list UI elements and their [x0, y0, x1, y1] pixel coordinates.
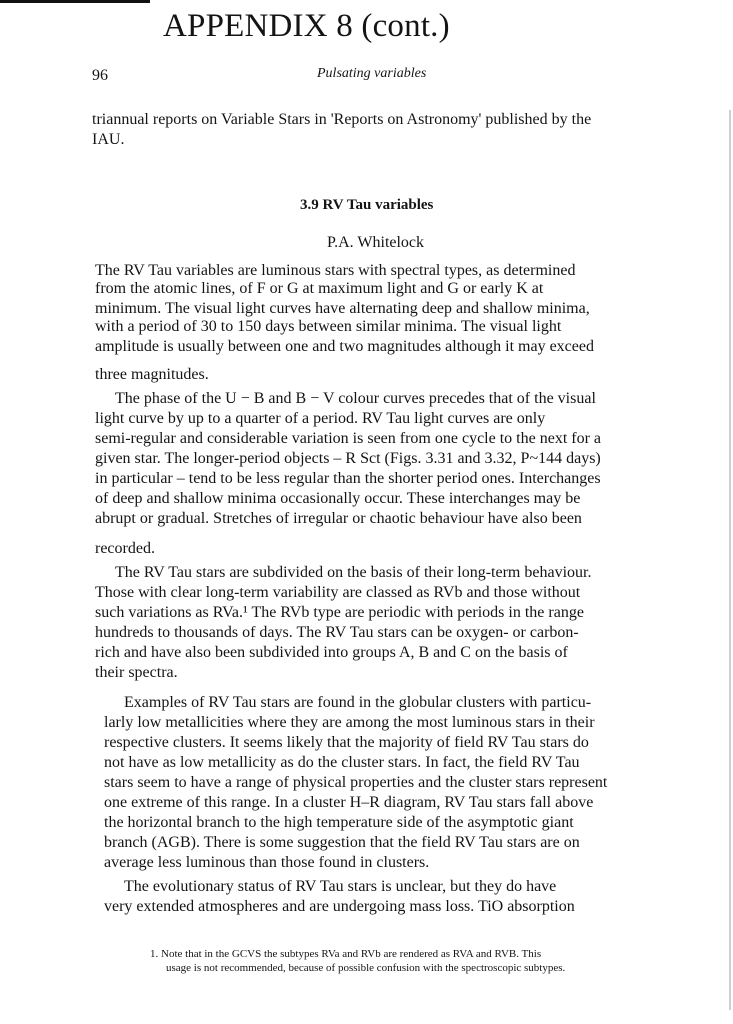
body-line: rich and have also been subdivided into groups A, B and C on the basis of — [95, 644, 568, 661]
page-number: 96 — [92, 67, 108, 84]
appendix-title: APPENDIX 8 (cont.) — [163, 8, 450, 44]
body-line: branch (AGB). There is some suggestion that the field RV Tau stars are on — [104, 834, 580, 851]
body-line: very extended atmospheres and are undergoing mass loss. TiO absorption — [104, 898, 575, 915]
body-line: three magnitudes. — [95, 366, 209, 383]
body-line: their spectra. — [95, 664, 178, 681]
body-line: respective clusters. It seems likely that the majority of field RV Tau stars do — [104, 734, 589, 751]
body-line: given star. The longer-period objects – R Sct (Figs. 3.31 and 3.32, P~144 days) — [95, 450, 601, 467]
page-top-edge — [0, 0, 150, 3]
body-line: in particular – tend to be less regular than the shorter period ones. Interchanges — [95, 470, 601, 487]
body-line: of deep and shallow minima occasionally occur. These interchanges may be — [95, 490, 581, 507]
body-line: The RV Tau variables are luminous stars with spectral types, as determined — [95, 262, 576, 279]
body-line: The phase of the U − B and B − V colour curves precedes that of the visual — [115, 390, 596, 407]
body-line: larly low metallicities where they are among the most luminous stars in their — [104, 714, 595, 731]
running-head: Pulsating variables — [317, 66, 427, 81]
body-line: Examples of RV Tau stars are found in the globular clusters with particu- — [124, 694, 592, 711]
body-line: from the atomic lines, of F or G at maximum light and G or early K at — [95, 280, 544, 297]
body-line: light curve by up to a quarter of a period. RV Tau light curves are only — [95, 410, 546, 427]
body-line: such variations as RVa.¹ The RVb type are periodic with periods in the range — [95, 604, 584, 621]
body-line: Those with clear long-term variability are classed as RVb and those without — [95, 584, 581, 601]
page-right-edge — [729, 110, 731, 1010]
body-line: hundreds to thousands of days. The RV Tau stars can be oxygen- or carbon- — [95, 624, 579, 641]
body-line: minimum. The visual light curves have alternating deep and shallow minima, — [95, 300, 590, 317]
body-line: with a period of 30 to 150 days between similar minima. The visual light — [95, 318, 562, 335]
footnote-line: usage is not recommended, because of possible confusion with the spectroscopic subtypes. — [166, 962, 566, 974]
intro-line: IAU. — [92, 131, 125, 148]
author-name: P.A. Whitelock — [327, 234, 425, 251]
body-line: average less luminous than those found in clusters. — [104, 854, 430, 871]
footnote-line: 1. Note that in the GCVS the subtypes RVa and RVb are rendered as RVA and RVB. This — [150, 948, 542, 960]
body-line: not have as low metallicity as do the cluster stars. In fact, the field RV Tau — [104, 754, 580, 771]
body-line: semi-regular and considerable variation is seen from one cycle to the next for a — [95, 430, 602, 447]
body-line: amplitude is usually between one and two magnitudes although it may exceed — [95, 338, 594, 355]
body-line: the horizontal branch to the high temperature side of the asymptotic giant — [104, 814, 574, 831]
body-line: recorded. — [95, 540, 155, 557]
body-line: The evolutionary status of RV Tau stars is unclear, but they do have — [124, 878, 557, 895]
body-line: one extreme of this range. In a cluster H–R diagram, RV Tau stars fall above — [104, 794, 594, 811]
body-line: The RV Tau stars are subdivided on the basis of their long-term behaviour. — [115, 564, 592, 581]
intro-line: triannual reports on Variable Stars in 'Reports on Astronomy' published by the — [92, 111, 592, 128]
body-line: stars seem to have a range of physical properties and the cluster stars represent — [104, 774, 608, 791]
section-heading: 3.9 RV Tau variables — [300, 197, 434, 213]
body-line: abrupt or gradual. Stretches of irregular or chaotic behaviour have also been — [95, 510, 582, 527]
